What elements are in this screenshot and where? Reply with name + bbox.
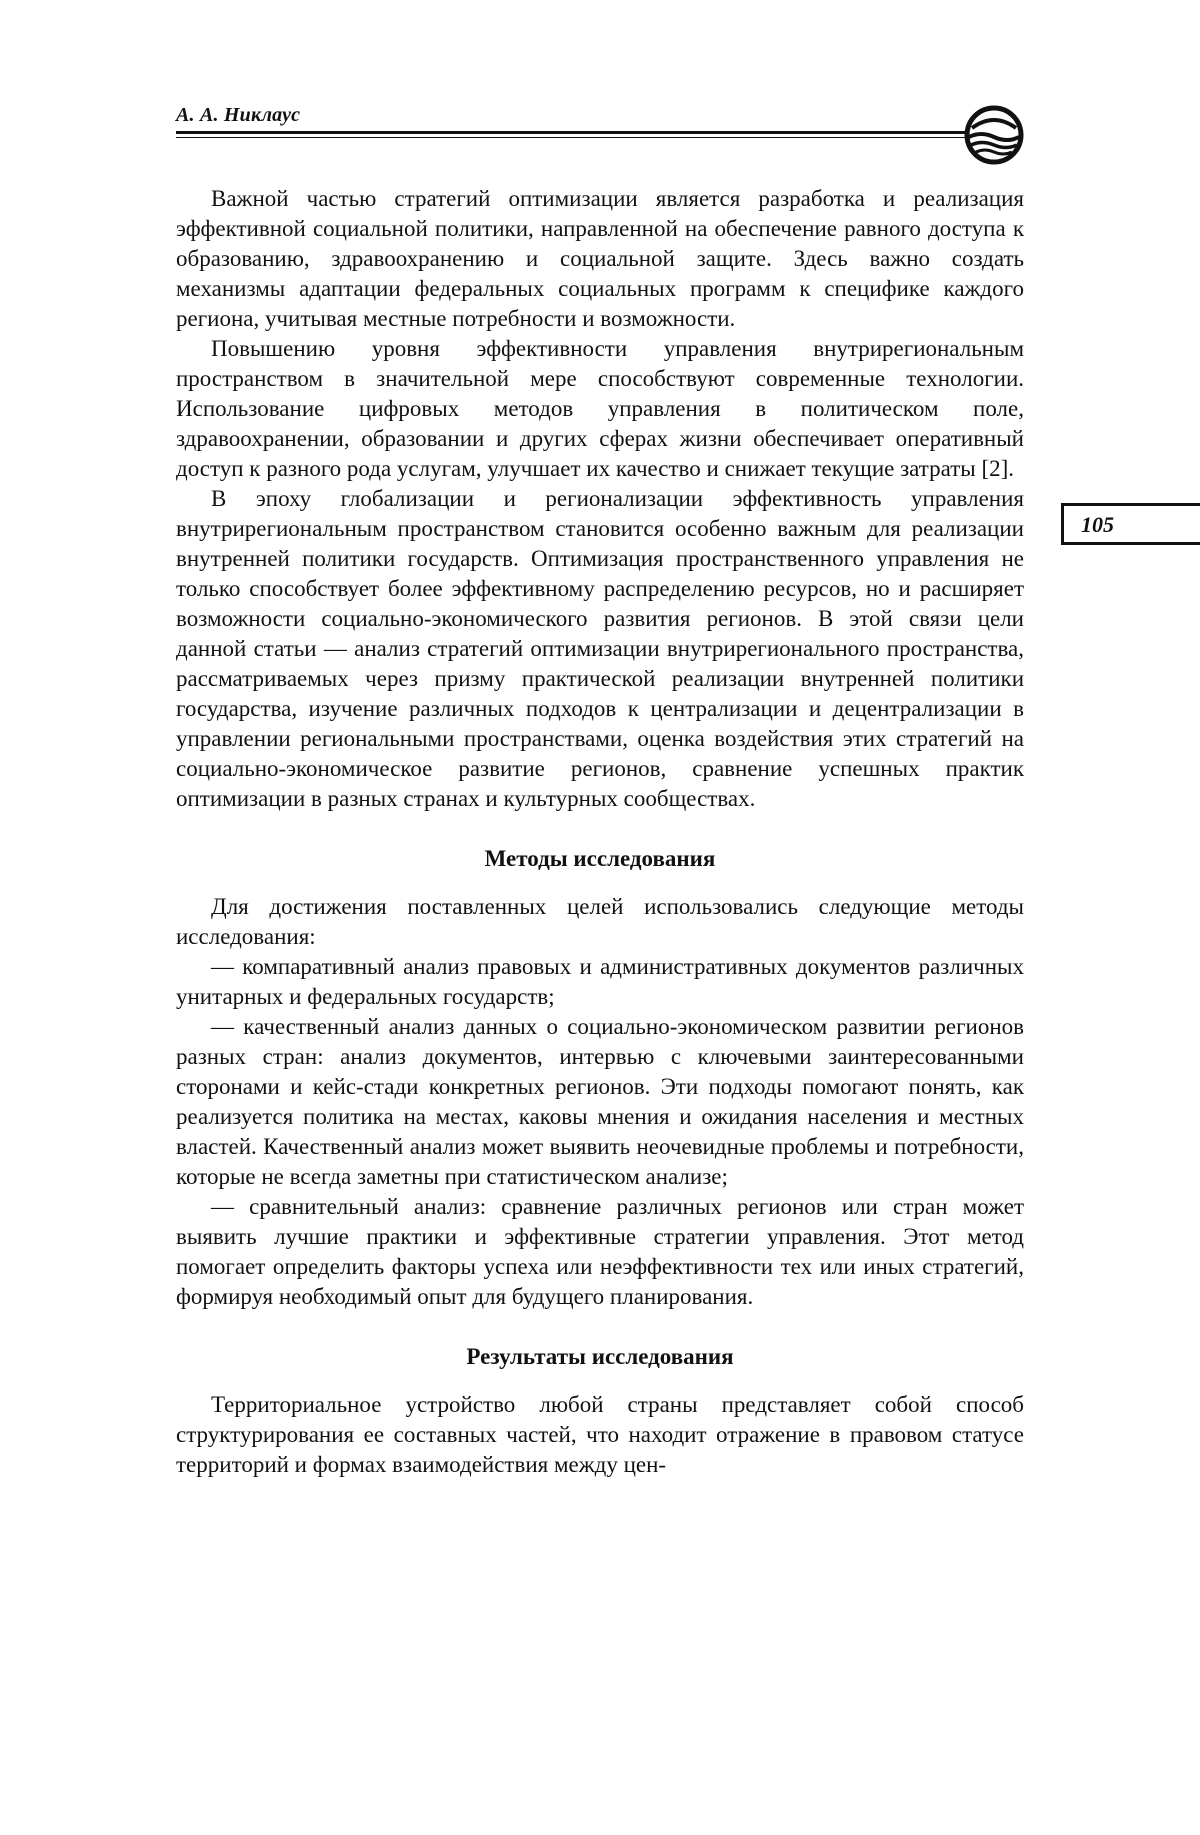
page-number-tab: [1061, 503, 1200, 545]
running-header-author: А. А. Никлаус: [176, 104, 301, 126]
header-rule: [176, 131, 966, 134]
paragraph: Важной частью стратегий оптимизации является разработка и реализация эффективной социальной политики, направленной на обеспечение равного доступа к образованию, здравоохранению и социальной защите. Здесь важно создать механизмы адаптации федеральных социальных программ к специфике каждого региона, учитывая местные потребности и возможности.: [176, 186, 1024, 331]
section-heading-methods: Методы исследования: [484, 846, 716, 871]
list-item: — сравнительный анализ: сравнение различных регионов или стран может выявить лучшие практики и эффективные стратегии управления. Этот метод помогает определить факторы успеха или неэффективности тех или иных стратегий, формируя необходимый опыт для будущего планирования.: [176, 1194, 1024, 1309]
list-item: — качественный анализ данных о социально-экономическом развитии регионов разных стран: анализ документов, интервью с ключевыми заинтересованными сторонами и кейс-стади конкретных регионов. Эти подходы помогают понять, как реализуется политика на местах, каковы мнения и ожидания населения и местных властей. Качественный анализ может выявить неочевидные проблемы и потребности, которые не всегда заметны при статистическом анализе;: [176, 1014, 1024, 1189]
paragraph: В эпоху глобализации и регионализации эффективность управления внутрирегиональным пространством становится особенно важным для реализации внутренней политики государств. Оптимизация пространственного управления не только способствует более эффективному распределению ресурсов, но и расширяет возможности социально-экономического развития регионов. В этой связи цели данной статьи — анализ стратегий оптимизации внутрирегионального пространства, рассматриваемых через призму практической реализации внутренней политики государства, изучение различных подходов к централизации и децентрализации в управлении региональными пространствами, оценка воздействия этих стратегий на социально-экономическое развитие регионов, сравнение успешных практик оптимизации в разных странах и культурных сообществах.: [176, 486, 1024, 811]
section-heading-results: Результаты исследования: [466, 1344, 734, 1369]
list-item: — компаративный анализ правовых и административных документов различных унитарных и федеральных государств;: [176, 954, 1024, 1009]
journal-logo-icon: [963, 104, 1025, 166]
header-rule-thin: [176, 137, 966, 138]
page-number: 105: [1081, 512, 1114, 537]
paragraph: Территориальное устройство любой страны представляет собой способ структурирования ее составных частей, что находит отражение в правовом статусе территорий и формах взаимодействия между цен-: [176, 1392, 1024, 1477]
paragraph: Повышению уровня эффективности управления внутрирегиональным пространством в значительной мере способствуют современные технологии. Использование цифровых методов управления в политическом поле, здравоохранении, образовании и других сферах жизни обеспечивает оперативный доступ к разного рода услугам, улучшает их качество и снижает текущие затраты [2].: [176, 336, 1024, 481]
article-body: [176, 184, 1024, 1480]
paragraph: Для достижения поставленных целей использовались следующие методы исследования:: [176, 894, 1024, 949]
